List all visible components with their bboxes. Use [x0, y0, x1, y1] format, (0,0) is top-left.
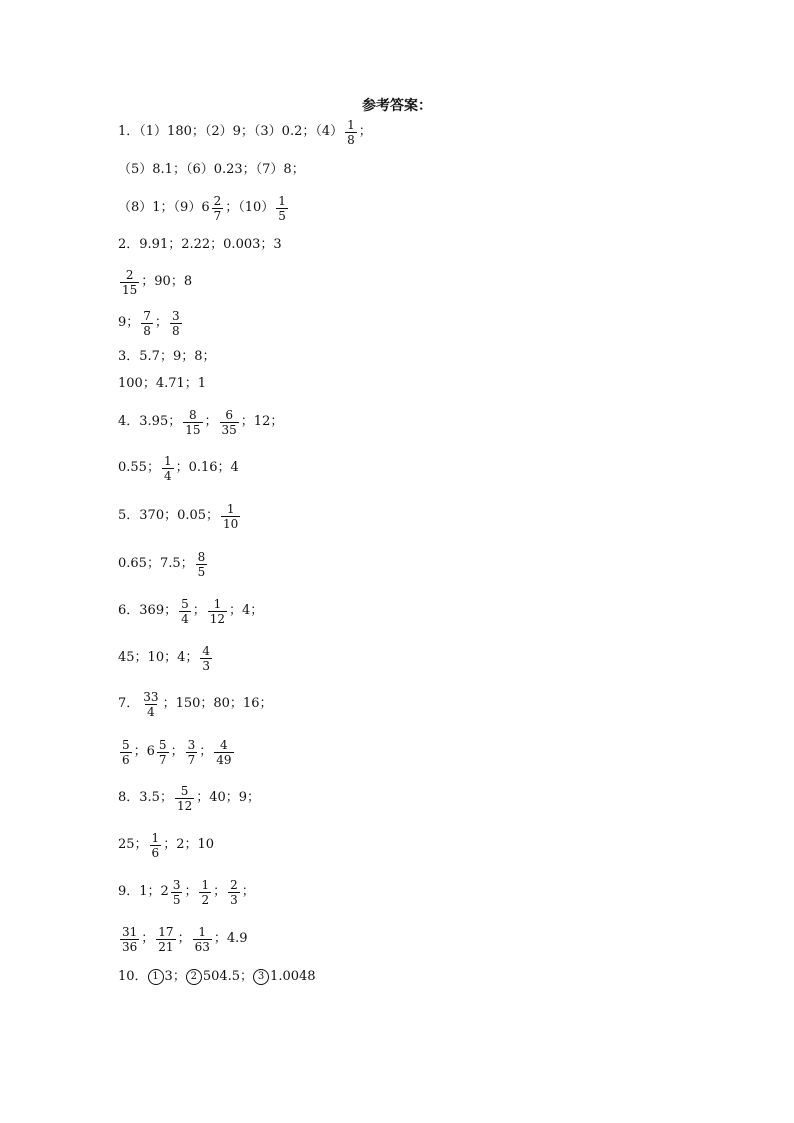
fraction	[171, 878, 183, 907]
answer-text: 1.0048	[270, 969, 316, 984]
fraction	[345, 118, 357, 147]
fraction	[162, 454, 174, 483]
fraction-numerator: 2	[125, 267, 134, 282]
answer-line	[118, 364, 206, 404]
answer-line	[118, 112, 372, 152]
fraction	[141, 309, 153, 338]
fraction-numerator: 5	[180, 783, 189, 798]
answer-text: ；	[192, 603, 206, 618]
fraction-denominator: 15	[185, 422, 201, 437]
fraction	[141, 690, 160, 719]
fraction-denominator: 5	[172, 892, 181, 907]
fraction-numerator: 1	[163, 453, 172, 468]
answer-text: ；（10）	[225, 200, 275, 215]
fraction	[150, 831, 162, 860]
fraction-denominator: 7	[213, 208, 222, 223]
answer-text: ；	[154, 315, 168, 330]
answer-text: ；	[177, 931, 191, 946]
answer-line	[118, 872, 255, 912]
fraction-denominator: 4	[163, 468, 172, 483]
fraction	[156, 925, 175, 954]
answer-text: 10．	[118, 969, 148, 984]
fraction	[220, 408, 239, 437]
fraction	[199, 878, 211, 907]
answer-text: ；	[184, 884, 198, 899]
answer-text: ；4.9	[213, 931, 248, 946]
answer-line	[118, 402, 283, 442]
answer-line	[118, 188, 290, 228]
answer-text: ；12；	[240, 414, 284, 429]
fraction-denominator: 5	[278, 208, 286, 223]
fraction-denominator: 12	[176, 798, 193, 813]
fraction-numerator: 5	[181, 596, 189, 611]
fraction-numerator: 7	[143, 308, 151, 323]
answer-line	[118, 638, 214, 678]
fraction	[186, 738, 198, 767]
fraction-numerator: 1	[347, 117, 355, 132]
answer-line	[118, 448, 239, 488]
fraction-denominator: 35	[221, 422, 237, 437]
answer-text: ；	[241, 884, 255, 899]
answer-text: ；6	[133, 744, 155, 759]
answer-text: 504.5；	[202, 969, 254, 984]
answer-text: ；	[204, 414, 218, 429]
fraction	[208, 597, 227, 626]
answer-text: 100；4.71；1	[118, 376, 207, 391]
fraction-denominator: 8	[143, 323, 151, 338]
answer-text: ；	[199, 744, 213, 759]
fraction-numerator: 5	[158, 737, 167, 752]
fraction-denominator: 6	[151, 845, 160, 860]
answer-text: 7．	[118, 696, 140, 711]
fraction-denominator: 4	[181, 611, 189, 626]
answer-line	[118, 496, 242, 536]
fraction-numerator: 1	[213, 596, 222, 611]
fraction	[228, 878, 240, 907]
fraction	[200, 644, 212, 673]
answer-line	[118, 732, 236, 772]
fraction-numerator: 8	[189, 407, 197, 422]
fraction	[196, 550, 208, 579]
fraction	[170, 309, 182, 338]
fraction-numerator: 1	[198, 924, 207, 939]
fraction	[157, 738, 169, 767]
fraction-denominator: 5	[197, 564, 206, 579]
answer-text: ；	[141, 931, 155, 946]
fraction-numerator: 3	[171, 308, 180, 323]
fraction-denominator: 8	[171, 323, 180, 338]
fraction-denominator: 8	[347, 132, 355, 147]
fraction-numerator: 1	[151, 830, 160, 845]
fraction-numerator: 2	[230, 877, 238, 892]
answer-text: 0.65；7.5；	[118, 556, 194, 571]
fraction-denominator: 10	[223, 516, 239, 531]
answer-text: 9．1；2	[118, 884, 169, 899]
answer-text: ；	[358, 124, 372, 139]
answer-text: ；	[213, 884, 227, 899]
answer-text: 3；	[164, 969, 186, 984]
answer-text: （5）8.1；（6）0.23；（7）8；	[118, 162, 305, 177]
fraction	[193, 925, 212, 954]
answer-line	[118, 919, 248, 959]
fraction-denominator: 63	[194, 939, 210, 954]
fraction-denominator: 15	[122, 282, 138, 297]
answer-text: ；4；	[229, 603, 264, 618]
answer-text: 1．（1）180；（2）9；（3）0.2；（4）	[118, 124, 344, 139]
answer-text: 9；	[118, 315, 140, 330]
fraction	[183, 408, 202, 437]
fraction-denominator: 3	[230, 892, 238, 907]
fraction-numerator: 3	[172, 877, 181, 892]
fraction-numerator: 33	[143, 689, 159, 704]
fraction-denominator: 49	[216, 752, 232, 767]
fraction-numerator: 31	[122, 924, 138, 939]
circled-number: 3	[253, 969, 269, 985]
fraction-numerator: 17	[158, 924, 174, 939]
answer-line	[118, 150, 305, 190]
answer-text: 8．3.5；	[118, 790, 173, 805]
fraction-numerator: 4	[202, 643, 210, 658]
answer-text: 5．370；0.05；	[118, 508, 220, 523]
answer-text: ；2；10	[163, 837, 215, 852]
fraction-denominator: 7	[158, 752, 167, 767]
answer-line	[118, 957, 316, 997]
fraction-denominator: 6	[122, 752, 130, 767]
circled-number: 2	[186, 969, 202, 985]
fraction	[120, 268, 139, 297]
answer-line	[118, 778, 260, 818]
answer-line	[118, 825, 214, 865]
answer-line	[118, 225, 282, 265]
fraction	[212, 194, 224, 223]
fraction-numerator: 5	[122, 737, 130, 752]
answer-text: 4．3.95；	[118, 414, 182, 429]
answer-text: ；0.16；4	[175, 460, 239, 475]
answer-text: ；40；9；	[196, 790, 261, 805]
fraction-numerator: 4	[220, 737, 228, 752]
fraction	[221, 502, 240, 531]
fraction	[276, 194, 288, 223]
answer-text: ；	[170, 744, 184, 759]
answer-text: （8）1；（9）6	[118, 200, 210, 215]
fraction-numerator: 1	[226, 501, 235, 516]
fraction-denominator: 36	[122, 939, 138, 954]
fraction	[179, 597, 191, 626]
fraction-denominator: 12	[209, 611, 226, 626]
answer-line	[118, 591, 263, 631]
answer-line	[118, 262, 192, 302]
answer-text: 25；	[118, 837, 148, 852]
answer-text: ；150；80；16；	[162, 696, 273, 711]
fraction-denominator: 4	[147, 704, 155, 719]
fraction-denominator: 21	[158, 939, 174, 954]
fraction-numerator: 1	[201, 877, 210, 892]
fraction-numerator: 1	[278, 193, 286, 208]
answer-text: 0.55；	[118, 460, 160, 475]
fraction	[120, 925, 139, 954]
answer-text: 3．5.7；9；8；	[118, 349, 216, 364]
fraction-denominator: 2	[201, 892, 210, 907]
answer-text: 2．9.91；2.22；0.003；3	[118, 237, 282, 252]
answer-text: 45；10；4；	[118, 650, 199, 665]
answer-text: ；90；8	[141, 274, 193, 289]
fraction-numerator: 6	[225, 407, 233, 422]
fraction	[120, 738, 132, 767]
answer-text: 6．369；	[118, 603, 178, 618]
fraction-numerator: 8	[197, 549, 206, 564]
answer-line	[118, 544, 209, 584]
fraction	[175, 784, 194, 813]
answer-line	[118, 684, 272, 724]
fraction-denominator: 7	[187, 752, 196, 767]
fraction-numerator: 2	[213, 193, 222, 208]
fraction	[214, 738, 233, 767]
page-title: 参考答案：	[362, 98, 432, 114]
fraction-numerator: 3	[187, 737, 196, 752]
fraction-denominator: 3	[202, 658, 210, 673]
circled-number: 1	[148, 969, 164, 985]
